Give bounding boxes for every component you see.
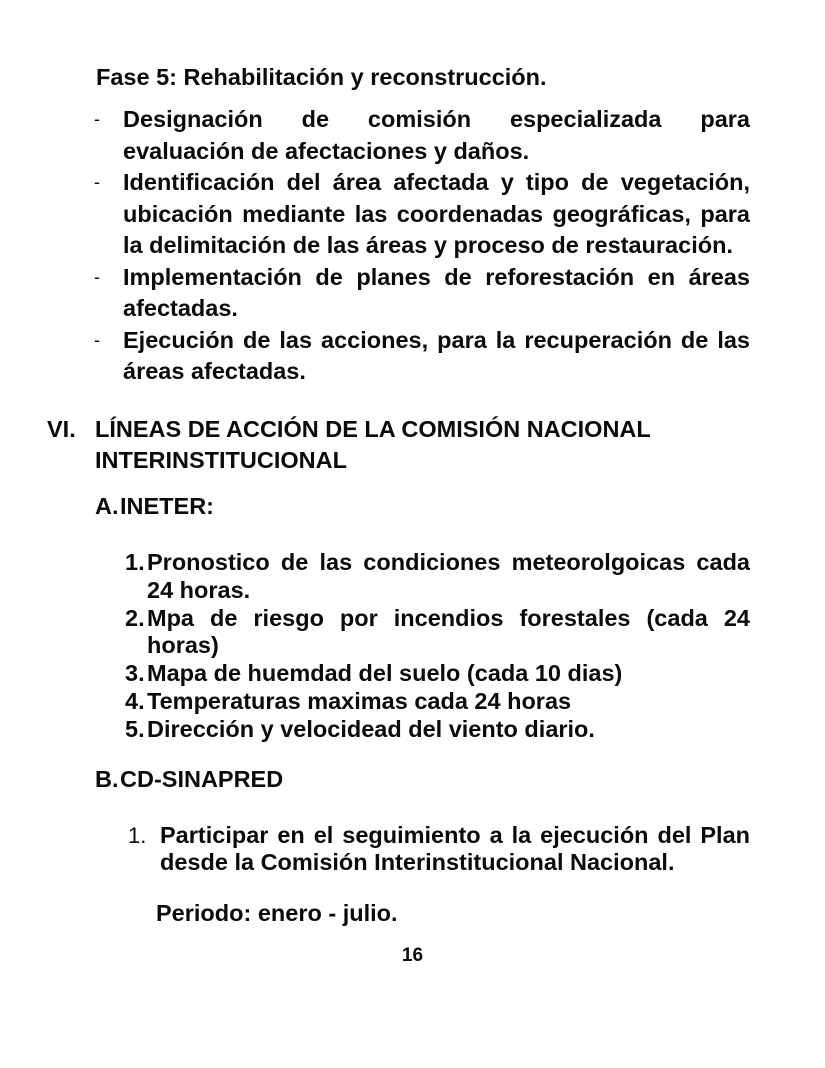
item-line: 24 horas. <box>147 576 251 603</box>
item-line: Temperaturas maximas cada 24 horas <box>147 687 572 714</box>
dash-item-line: evaluación de afectaciones y daños. <box>123 137 530 164</box>
dash-list-item <box>94 262 750 325</box>
item-line: Mpa de riesgo por incendios forestales (cada 24 <box>147 604 750 631</box>
dash-item-line: afectadas. <box>123 295 238 321</box>
dash-item-line: Identificación del área afectada y tipo de vegetación, <box>123 169 750 195</box>
period-note: Periodo: enero - julio. <box>156 900 398 926</box>
page-number: 16 <box>401 945 424 966</box>
numbered-item <box>128 822 750 876</box>
subsection-a-heading <box>95 492 214 520</box>
subsection-b-name: CD-SINAPRED <box>120 766 284 792</box>
numbered-item <box>125 549 750 605</box>
dash-list-item <box>94 167 750 262</box>
numbered-item <box>125 605 750 661</box>
numbered-item <box>125 716 750 744</box>
phase-heading: Fase 5: Rehabilitación y reconstrucción. <box>96 64 547 90</box>
subsection-b-label: B. <box>95 766 119 792</box>
item-line: Pronostico de las condiciones meteorolgoicas cada <box>147 549 750 575</box>
subsection-a-label: A. <box>95 493 119 519</box>
item-line: Participar en el seguimiento a la ejecución del Plan <box>160 822 750 848</box>
dash-bullet: - <box>94 109 100 129</box>
item-number: 1. <box>128 823 147 848</box>
dash-bullet: - <box>94 172 100 192</box>
dash-item-line: ubicación mediante las coordenadas geográficas, para <box>123 200 750 227</box>
item-line: Dirección y velocidead del viento diario. <box>147 715 595 742</box>
ineter-task-list <box>125 549 750 744</box>
dash-bullet: - <box>94 329 100 350</box>
item-number: 2. <box>125 604 145 631</box>
dash-item-line: la delimitación de las áreas y proceso de restauración. <box>123 232 733 258</box>
section-vi-heading <box>47 414 710 475</box>
dash-item-line: áreas afectadas. <box>123 358 306 384</box>
item-line: Mapa de huemdad del suelo (cada 10 dias) <box>147 660 623 687</box>
item-number: 1. <box>125 549 145 575</box>
dash-item-line: Designación de comisión especializada para <box>123 106 750 132</box>
dash-list-item <box>94 104 750 167</box>
dash-item-line: Implementación de planes de reforestación en áreas <box>123 263 750 290</box>
item-line: horas) <box>147 632 219 659</box>
dash-item-line: Ejecución de las acciones, para la recuperación de las <box>123 326 750 353</box>
dash-bullet: - <box>94 266 100 287</box>
item-line: desde la Comisión Interinstitucional Nacional. <box>160 849 675 875</box>
subsection-b-heading <box>95 765 283 793</box>
dash-list-item <box>94 325 750 388</box>
subsection-a-name: INETER: <box>120 493 214 519</box>
section-vi-title-line-2: INTERINSTITUCIONAL <box>95 446 347 473</box>
numbered-item <box>125 688 750 716</box>
section-vi-number: VI. <box>47 416 76 442</box>
item-number: 4. <box>125 687 145 714</box>
dash-bullet-list <box>94 104 750 388</box>
item-number: 3. <box>125 660 145 687</box>
section-vi-title-line-1: LÍNEAS DE ACCIÓN DE LA COMISIÓN NACIONAL <box>95 416 651 442</box>
item-number: 5. <box>125 715 145 742</box>
sinapred-task-list <box>128 822 750 876</box>
numbered-item <box>125 660 750 688</box>
